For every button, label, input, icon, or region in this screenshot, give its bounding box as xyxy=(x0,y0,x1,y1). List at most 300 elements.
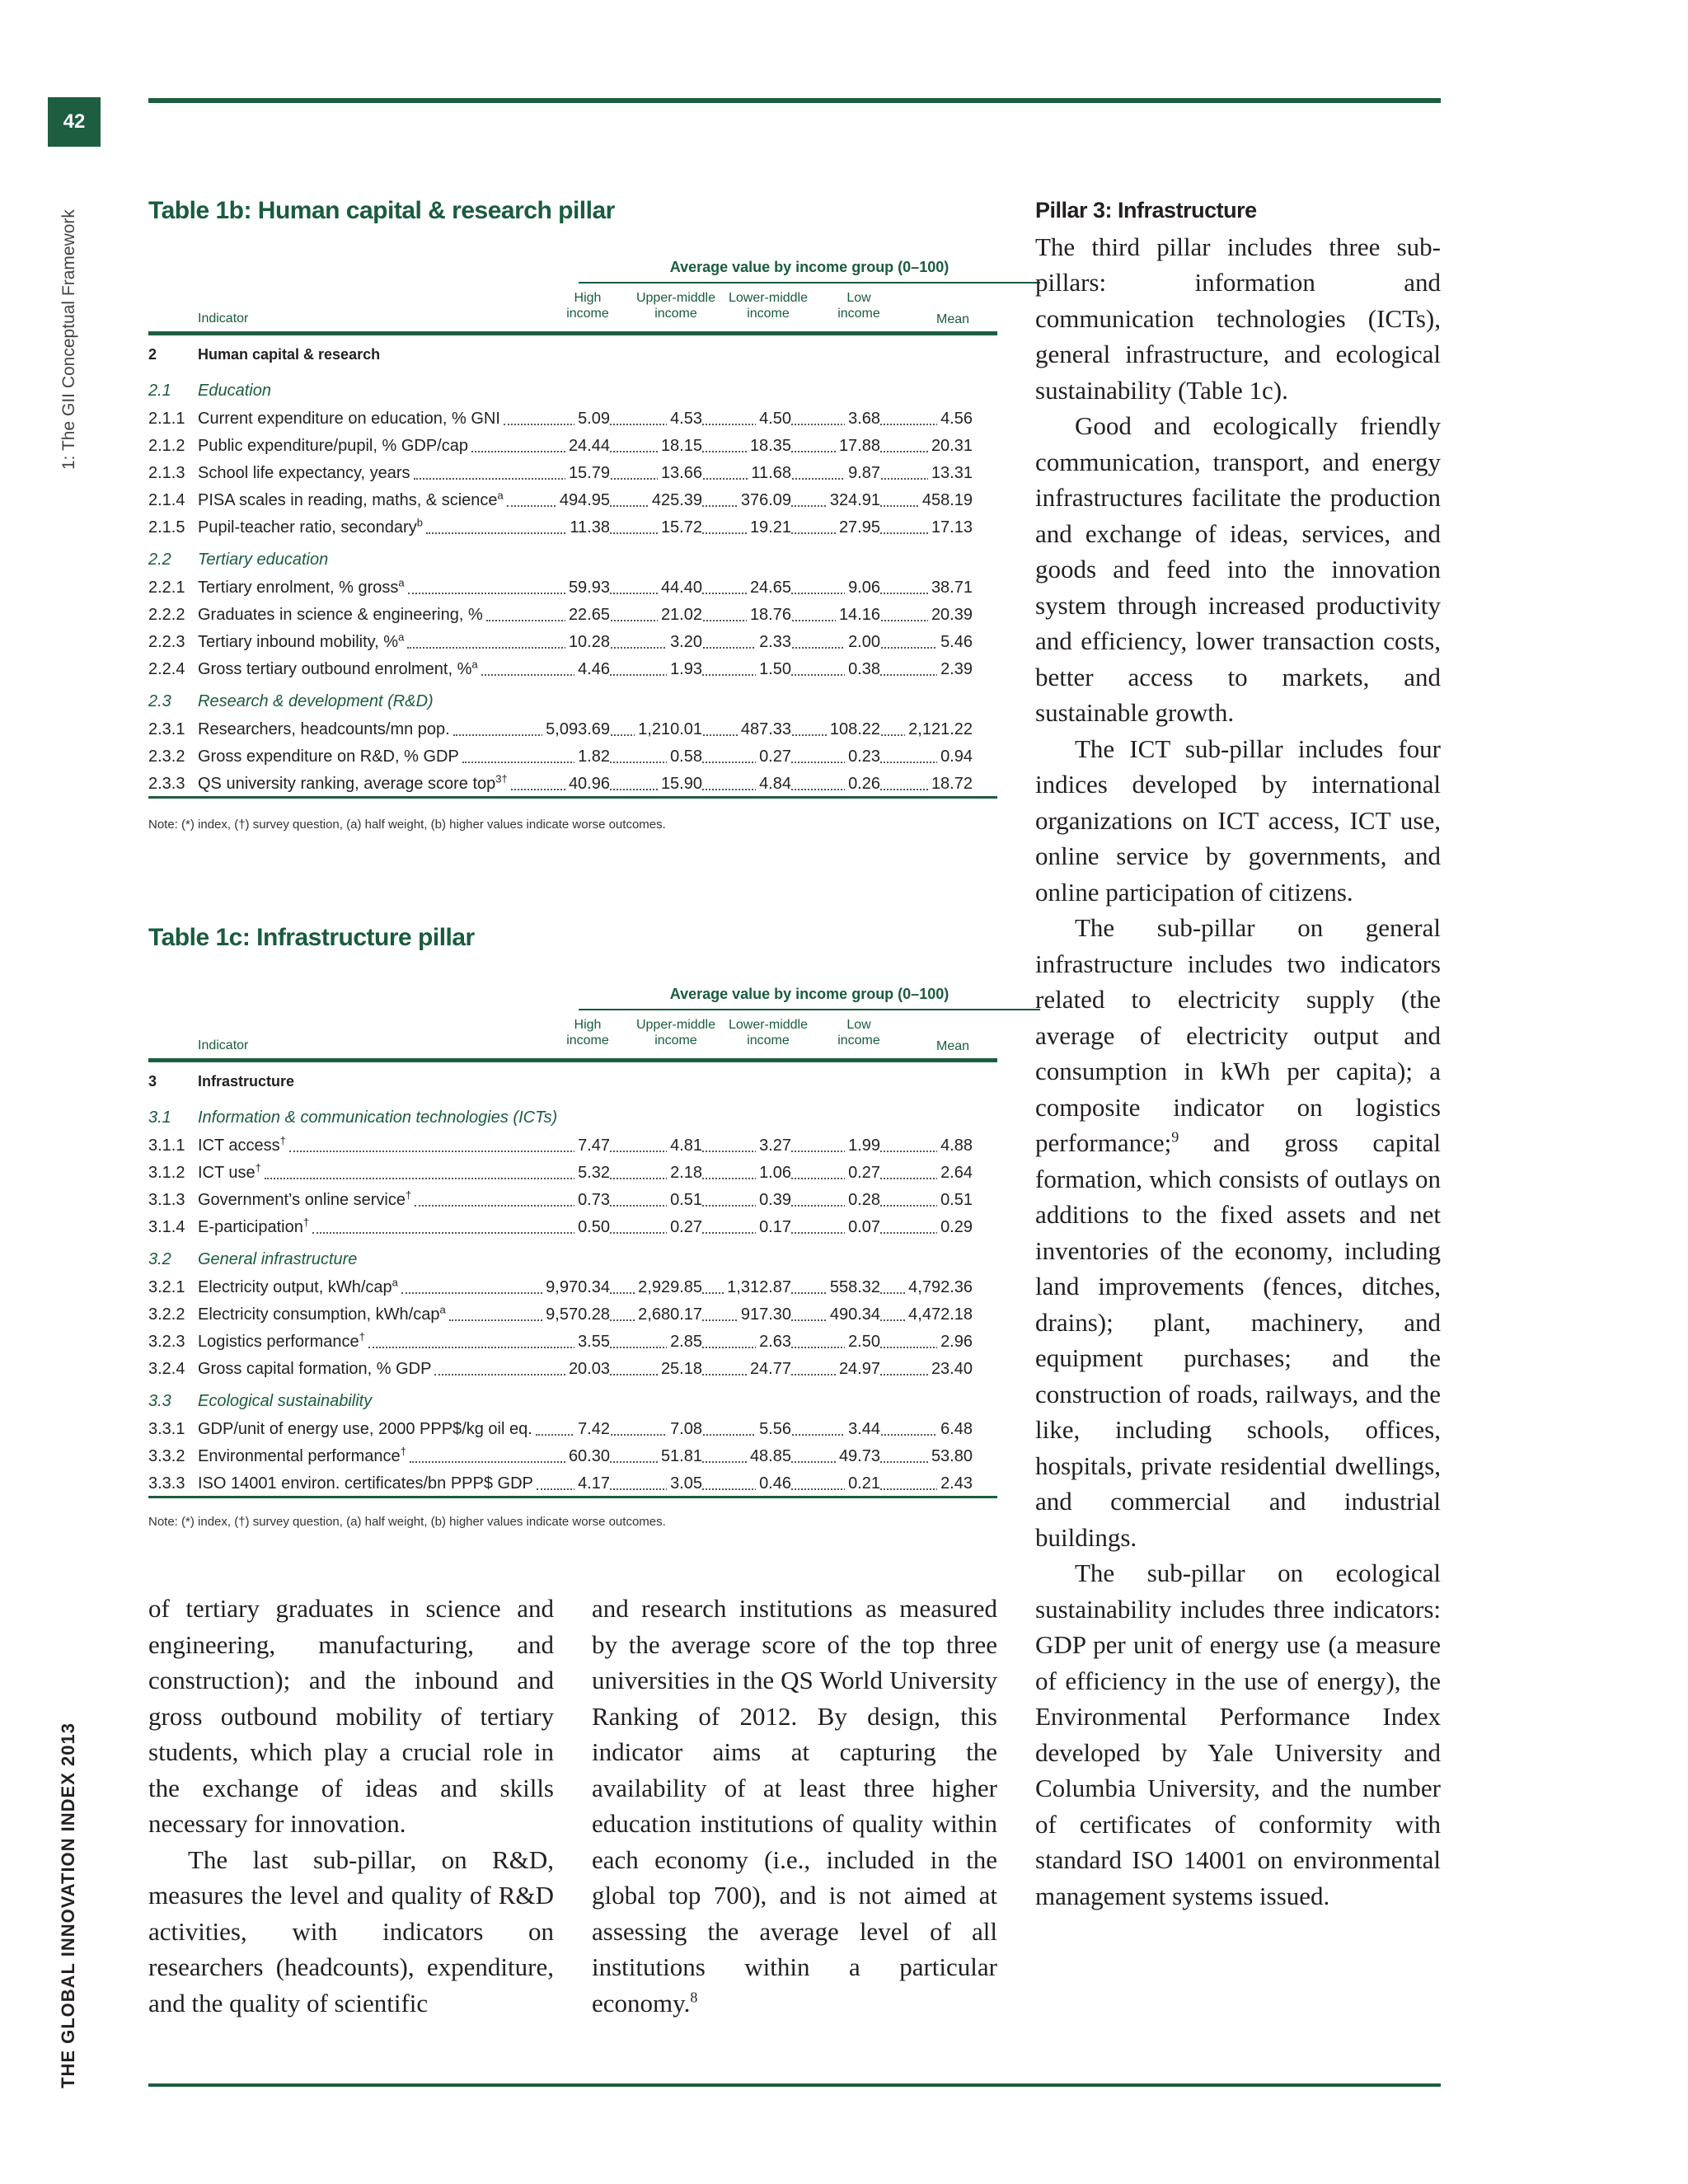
indicator-label xyxy=(198,1416,532,1442)
column-header-line: Low xyxy=(846,1018,871,1032)
cell-value: 4.17 xyxy=(574,1470,610,1497)
mean-value: 18.72 xyxy=(928,771,973,797)
cell-value: 15.72 xyxy=(658,514,702,541)
column-header xyxy=(538,290,637,321)
cell-value: 3.05 xyxy=(667,1470,702,1497)
cell-value: 0.38 xyxy=(845,656,880,682)
cell-value: 494.95 xyxy=(556,487,610,513)
column-header-line: income xyxy=(566,1033,609,1047)
cell-value: 2.63 xyxy=(756,1329,791,1355)
column-header xyxy=(626,1017,725,1048)
indicator-label xyxy=(198,1329,365,1355)
indicator-label xyxy=(198,1246,357,1272)
table-row xyxy=(148,771,997,797)
indicator-label-text: Ecological sustainability xyxy=(198,1392,373,1410)
indicator-label xyxy=(198,433,468,459)
cell-value: 2.85 xyxy=(667,1329,702,1355)
mean-value: 38.71 xyxy=(928,574,973,601)
indicator-label-text: QS university ranking, average score top xyxy=(198,775,496,793)
cell-value: 21.02 xyxy=(658,602,702,628)
indicator-label-text: Tertiary enrolment, % gross xyxy=(198,579,399,597)
indicator-label-text: Education xyxy=(198,382,271,400)
cell-value: 15.90 xyxy=(658,771,702,797)
table-note: Note: (*) index, (†) survey question, (a) half weight, (b) higher values indicate worse outcomes. xyxy=(148,818,666,832)
table-row xyxy=(148,487,997,513)
cell-value: 3.20 xyxy=(667,629,702,655)
column-header-line: income xyxy=(654,1033,697,1047)
cell-value: 0.21 xyxy=(845,1470,880,1497)
pillar-row xyxy=(148,1068,997,1094)
indicator-superscript: † xyxy=(255,1161,261,1174)
mean-value: 6.48 xyxy=(937,1416,973,1442)
paragraph: The third pillar includes three sub-pillars: information and communication technologies (ICTs), general infrastructure, and ecological sustainability (Table 1c). xyxy=(1035,232,1441,405)
table-note: Note: (*) index, (†) survey question, (a) half weight, (b) higher values indicate worse outcomes. xyxy=(148,1515,666,1529)
indicator-label xyxy=(198,1301,446,1328)
paragraph: The last sub-pillar, on R&D, measures the level and quality of R&D activities, with indicators on researchers (headcounts), expenditure, and the quality of scientific xyxy=(148,1844,554,2018)
table-row xyxy=(148,1443,997,1469)
cell-value: 324.91 xyxy=(827,487,880,513)
cell-value: 7.42 xyxy=(574,1416,610,1442)
indicator-label-text: General infrastructure xyxy=(198,1250,358,1268)
indicator-code: 2.1.1 xyxy=(148,410,185,428)
cell-value: 22.65 xyxy=(565,602,610,628)
group-header: Average value by income group (0–100) xyxy=(669,259,950,275)
report-label: THE GLOBAL INNOVATION INDEX 2013 xyxy=(58,1722,78,2088)
indicator-label-text: Electricity output, kWh/cap xyxy=(198,1278,392,1296)
indicator-label-text: Government’s online service xyxy=(198,1191,406,1209)
table-row xyxy=(148,1329,997,1355)
indicator-label-text: PISA scales in reading, maths, & science xyxy=(198,491,498,509)
indicator-code: 3.1.3 xyxy=(148,1191,185,1209)
column-header-line: Low xyxy=(846,291,871,305)
table-1b xyxy=(148,194,997,837)
indicator-code: 3.1 xyxy=(148,1108,171,1127)
cell-value: 2,929.85 xyxy=(635,1274,702,1301)
cell-value: 3.44 xyxy=(845,1416,880,1442)
indicator-label xyxy=(198,1388,372,1414)
cell-value: 0.51 xyxy=(667,1187,702,1213)
indicator-label xyxy=(198,1160,261,1186)
paragraph: The sub-pillar on ecological sustainability includes three indicators: GDP per unit of energy use (a measure of efficiency in the use of energy), the Environmental Performance Index developed by Yale University and Columbia University, and the number of certificates of conformity with standard ISO 14001 on environmental management systems issued. xyxy=(1035,1558,1441,1910)
indicator-superscript: a xyxy=(398,630,405,644)
column-header-line: High xyxy=(574,291,602,305)
indicator-label xyxy=(198,487,504,513)
indicator-label xyxy=(198,688,434,715)
cell-value: 558.32 xyxy=(827,1274,880,1301)
indicator-code: 3.2.1 xyxy=(148,1278,185,1296)
bottom-rule xyxy=(148,1496,997,1498)
cell-value: 7.08 xyxy=(667,1416,702,1442)
cell-value: 5.56 xyxy=(756,1416,791,1442)
indicator-label xyxy=(198,1214,309,1240)
cell-value: 10.28 xyxy=(565,629,610,655)
indicator-superscript: b xyxy=(416,516,423,529)
column-header-line: income xyxy=(837,1033,880,1047)
section-label: 1: The GII Conceptual Framework xyxy=(59,209,78,470)
column-header-line: Lower-middle xyxy=(728,291,809,305)
cell-value: 5.09 xyxy=(574,405,610,432)
indicator-header: Indicator xyxy=(198,1038,249,1052)
paragraph-text: and research institutions as measured by the average score of the top three universities in the QS World University Ranking of 2012. By design, this indicator aims at capturing the availability of at least three higher education institutions of quality within each economy (i.e., included in the global top 700), and is not aimed at assessing the average level of all institutions within a particular economy. xyxy=(592,1594,997,2018)
table-1c xyxy=(148,921,997,1548)
indicator-superscript: a xyxy=(392,1276,398,1289)
indicator-label-text: E-participation xyxy=(198,1218,303,1236)
indicator-label-text: Gross capital formation, % GDP xyxy=(198,1360,432,1378)
indicator-label-text: Human capital & research xyxy=(198,346,381,363)
cell-value: 0.28 xyxy=(845,1187,880,1213)
cell-value: 18.35 xyxy=(747,433,791,459)
table-row xyxy=(148,1301,997,1328)
indicator-superscript: † xyxy=(400,1445,406,1458)
indicator-code: 2.2.4 xyxy=(148,660,185,678)
cell-value: 60.30 xyxy=(565,1443,610,1469)
indicator-code: 2.3.1 xyxy=(148,720,185,738)
cell-value: 2.50 xyxy=(845,1329,880,1355)
indicator-superscript: † xyxy=(302,1216,310,1229)
cell-value: 2,680.17 xyxy=(635,1301,702,1328)
cell-value: 4.81 xyxy=(667,1132,702,1159)
group-rule xyxy=(579,1009,1040,1010)
cell-value: 5,093.69 xyxy=(542,716,610,743)
cell-value: 48.85 xyxy=(747,1443,791,1469)
mean-value: 5.46 xyxy=(937,629,973,655)
table-row xyxy=(148,1187,997,1213)
indicator-code: 3.1.4 xyxy=(148,1218,185,1236)
cell-value: 0.17 xyxy=(756,1214,791,1240)
indicator-code: 2.1.2 xyxy=(148,437,185,455)
cell-value: 108.22 xyxy=(827,716,880,743)
footnote-ref: 9 xyxy=(1171,1128,1179,1146)
column-header-line: income xyxy=(566,307,609,321)
indicator-code: 2.1 xyxy=(148,382,171,400)
cell-value: 4.46 xyxy=(574,656,610,682)
cell-value: 19.21 xyxy=(747,514,791,541)
mean-value: 2.43 xyxy=(937,1470,973,1497)
indicator-label xyxy=(198,743,459,770)
indicator-label-text: Current expenditure on education, % GNI xyxy=(198,410,500,428)
cell-value: 24.65 xyxy=(747,574,791,601)
dot-leader xyxy=(462,760,968,763)
indicator-label xyxy=(198,1132,286,1159)
column-header-line: Upper-middle xyxy=(635,1018,716,1032)
page-number: 42 xyxy=(48,97,101,147)
indicator-label xyxy=(198,1068,294,1094)
column-header-line: Lower-middle xyxy=(728,1018,809,1032)
subpillar-row xyxy=(148,1246,997,1272)
pillar-row xyxy=(148,341,997,368)
cell-value: 1,210.01 xyxy=(635,716,702,743)
cell-value: 24.44 xyxy=(565,433,610,459)
indicator-label-text: Gross expenditure on R&D, % GDP xyxy=(198,748,459,766)
cell-value: 0.26 xyxy=(845,771,880,797)
body-column-middle xyxy=(592,1591,997,2021)
mean-value: 0.29 xyxy=(937,1214,973,1240)
table-row xyxy=(148,1274,997,1301)
indicator-code: 3.2.2 xyxy=(148,1305,185,1324)
indicator-label-text: Researchers, headcounts/mn pop. xyxy=(198,720,450,738)
table-row xyxy=(148,1214,997,1240)
mean-value: 17.13 xyxy=(928,514,973,541)
indicator-label xyxy=(198,514,423,541)
cell-value: 15.79 xyxy=(565,460,610,486)
indicator-code: 2.3 xyxy=(148,692,171,710)
indicator-code: 3.1.1 xyxy=(148,1137,185,1155)
paragraph-text: and gross capital formation, which consists of outlays on additions to the fixed assets and net inventories of the economy, including land improvements (fences, ditches, drains); plant, machinery, and equipment purchases; and the construction of roads, railways, and the like, including schools, offices, hospitals, private residential dwellings, and commercial and industrial buildings. xyxy=(1035,1128,1441,1552)
dot-leader xyxy=(504,422,968,425)
subpillar-row xyxy=(148,1388,997,1414)
cell-value: 425.39 xyxy=(649,487,702,513)
indicator-code: 3.2.4 xyxy=(148,1360,185,1378)
cell-value: 24.77 xyxy=(747,1356,791,1382)
mean-value: 0.51 xyxy=(937,1187,973,1213)
indicator-label xyxy=(198,602,483,628)
cell-value: 40.96 xyxy=(565,771,610,797)
cell-value: 0.58 xyxy=(667,743,702,770)
dot-leader xyxy=(486,618,968,621)
indicator-label xyxy=(198,1274,398,1301)
indicator-label xyxy=(198,405,500,432)
indicator-label xyxy=(198,1104,557,1131)
paragraph xyxy=(1035,910,1441,1555)
indicator-superscript: a xyxy=(398,576,405,589)
mean-value: 20.39 xyxy=(928,602,973,628)
indicator-code: 2.2.3 xyxy=(148,633,185,651)
indicator-code: 2.2 xyxy=(148,551,171,569)
indicator-label xyxy=(198,460,410,486)
cell-value: 4.50 xyxy=(756,405,791,432)
indicator-code: 3.3 xyxy=(148,1392,171,1410)
mean-value: 4,792.36 xyxy=(905,1274,973,1301)
indicator-label-text: Research & development (R&D) xyxy=(198,692,434,710)
mean-value: 23.40 xyxy=(928,1356,973,1382)
cell-value: 18.76 xyxy=(747,602,791,628)
header-rule xyxy=(148,331,997,335)
indicator-label xyxy=(198,629,404,655)
cell-value: 0.73 xyxy=(574,1187,610,1213)
cell-value: 0.27 xyxy=(756,743,791,770)
cell-value: 13.66 xyxy=(658,460,702,486)
indicator-label-text: Gross tertiary outbound enrolment, % xyxy=(198,660,472,678)
cell-value: 490.34 xyxy=(827,1301,880,1328)
column-header-line: High xyxy=(574,1018,602,1032)
indicator-label-text: Infrastructure xyxy=(198,1073,295,1090)
cell-value: 0.27 xyxy=(667,1214,702,1240)
indicator-label xyxy=(198,546,328,573)
indicator-code: 3.2 xyxy=(148,1250,171,1268)
table-row xyxy=(148,574,997,601)
indicator-header: Indicator xyxy=(198,312,249,326)
bottom-rule xyxy=(148,796,997,799)
body-column-right xyxy=(1035,193,1441,1914)
cell-value: 9.06 xyxy=(845,574,880,601)
cell-value: 3.68 xyxy=(845,405,880,432)
indicator-label-text: ISO 14001 environ. certificates/bn PPP$ GDP xyxy=(198,1474,533,1493)
indicator-code: 3.2.3 xyxy=(148,1333,185,1351)
cell-value: 17.88 xyxy=(836,433,880,459)
column-header xyxy=(719,1017,818,1048)
cell-value: 59.93 xyxy=(565,574,610,601)
indicator-code: 3 xyxy=(148,1073,157,1090)
cell-value: 2.33 xyxy=(756,629,791,655)
column-header xyxy=(809,1017,908,1048)
cell-value: 0.07 xyxy=(845,1214,880,1240)
table-title: Table 1b: Human capital & research pillar xyxy=(148,197,615,224)
cell-value: 18.15 xyxy=(658,433,702,459)
cell-value: 3.27 xyxy=(756,1132,791,1159)
indicator-code: 2.1.4 xyxy=(148,491,185,509)
mean-value: 0.94 xyxy=(937,743,973,770)
table-title: Table 1c: Infrastructure pillar xyxy=(148,924,475,951)
section-heading: Pillar 3: Infrastructure xyxy=(1035,198,1257,223)
indicator-label-text: Tertiary education xyxy=(198,551,329,569)
column-header-line: income xyxy=(837,307,880,321)
cell-value: 7.47 xyxy=(574,1132,610,1159)
indicator-superscript: a xyxy=(497,489,504,502)
subpillar-row xyxy=(148,377,997,404)
indicator-label-text: ICT access xyxy=(198,1137,280,1155)
column-header xyxy=(538,1017,637,1048)
indicator-label-text: Information & communication technologies (ICTs) xyxy=(198,1108,558,1127)
subpillar-row xyxy=(148,688,997,715)
top-rule xyxy=(148,98,1441,103)
table-row xyxy=(148,514,997,541)
group-header: Average value by income group (0–100) xyxy=(669,986,950,1002)
paragraph: of tertiary graduates in science and engineering, manufacturing, and construction); and the inbound and gross outbound mobility of tertiary students, which play a crucial role in the exchange of ideas and skills necessary for innovation. xyxy=(148,1594,554,1838)
indicator-code: 3.3.1 xyxy=(148,1420,185,1438)
cell-value: 11.68 xyxy=(748,460,791,486)
cell-value: 1.06 xyxy=(756,1160,791,1186)
cell-value: 376.09 xyxy=(738,487,791,513)
mean-value: 2,121.22 xyxy=(905,716,973,743)
indicator-code: 2.1.5 xyxy=(148,518,185,537)
indicator-code: 2.3.3 xyxy=(148,775,185,793)
cell-value: 1.93 xyxy=(667,656,702,682)
cell-value: 1.50 xyxy=(756,656,791,682)
mean-value: 2.96 xyxy=(937,1329,973,1355)
group-rule xyxy=(579,282,1040,284)
cell-value: 9.87 xyxy=(845,460,880,486)
mean-value: 13.31 xyxy=(928,460,973,486)
column-header-line: income xyxy=(747,307,790,321)
indicator-label-text: Tertiary inbound mobility, % xyxy=(198,633,399,651)
cell-value: 0.46 xyxy=(756,1470,791,1497)
cell-value: 5.32 xyxy=(574,1160,610,1186)
indicator-code: 2.2.2 xyxy=(148,606,185,624)
mean-value: 20.31 xyxy=(928,433,973,459)
table-row xyxy=(148,1356,997,1382)
cell-value: 9,970.34 xyxy=(542,1274,610,1301)
table-row xyxy=(148,405,997,432)
indicator-label-text: GDP/unit of energy use, 2000 PPP$/kg oil eq. xyxy=(198,1420,532,1438)
column-header-mean: Mean xyxy=(935,1039,970,1053)
cell-value: 2.18 xyxy=(667,1160,702,1186)
cell-value: 0.27 xyxy=(845,1160,880,1186)
cell-value: 25.18 xyxy=(658,1356,702,1382)
indicator-label xyxy=(198,771,508,797)
indicator-label xyxy=(198,1470,533,1497)
cell-value: 14.16 xyxy=(836,602,880,628)
cell-value: 0.23 xyxy=(845,743,880,770)
cell-value: 49.73 xyxy=(836,1443,880,1469)
column-header-line: income xyxy=(654,307,697,321)
table-row xyxy=(148,1160,997,1186)
indicator-label-text: School life expectancy, years xyxy=(198,464,410,482)
paragraph: Good and ecologically friendly communication, transport, and energy infrastructures facilitate the production and exchange of ideas, services, and goods and feed into the innovation system through increased productivity and efficiency, lower transaction costs, better access to markets, and sustainable growth. xyxy=(1035,411,1441,727)
indicator-superscript: † xyxy=(279,1134,286,1147)
cell-value: 9,570.28 xyxy=(542,1301,610,1328)
indicator-code: 2.1.3 xyxy=(148,464,185,482)
indicator-label xyxy=(198,341,380,368)
indicator-code: 3.3.2 xyxy=(148,1447,185,1465)
dot-leader xyxy=(481,673,968,676)
cell-value: 0.39 xyxy=(756,1187,791,1213)
cell-value: 27.95 xyxy=(836,514,880,541)
indicator-label xyxy=(198,1187,411,1213)
cell-value: 1.99 xyxy=(845,1132,880,1159)
cell-value: 4.84 xyxy=(756,771,791,797)
cell-value: 44.40 xyxy=(658,574,702,601)
indicator-label xyxy=(198,1443,406,1469)
mean-value: 458.19 xyxy=(919,487,973,513)
indicator-label xyxy=(198,574,405,601)
cell-value: 51.81 xyxy=(658,1443,702,1469)
indicator-label-text: Pupil-teacher ratio, secondary xyxy=(198,518,417,537)
header-rule xyxy=(148,1058,997,1062)
column-header xyxy=(626,290,725,321)
indicator-label-text: Electricity consumption, kWh/cap xyxy=(198,1305,440,1324)
mean-value: 4,472.18 xyxy=(905,1301,973,1328)
cell-value: 20.03 xyxy=(565,1356,610,1382)
indicator-label-text: Logistics performance xyxy=(198,1333,359,1351)
table-row xyxy=(148,460,997,486)
body-column-left xyxy=(148,1591,554,2021)
cell-value: 11.38 xyxy=(566,514,610,541)
indicator-superscript: 3† xyxy=(495,772,508,785)
indicator-superscript: † xyxy=(359,1330,365,1343)
mean-value: 2.39 xyxy=(937,656,973,682)
indicator-code: 2.3.2 xyxy=(148,748,185,766)
table-row xyxy=(148,1132,997,1159)
column-header xyxy=(809,290,908,321)
indicator-label-text: Graduates in science & engineering, % xyxy=(198,606,483,624)
column-header xyxy=(719,290,818,321)
bottom-rule xyxy=(148,2083,1441,2087)
table-row xyxy=(148,716,997,743)
table-row xyxy=(148,629,997,655)
indicator-code: 2 xyxy=(148,346,157,363)
paragraph xyxy=(592,1591,997,2021)
indicator-label-text: Public expenditure/pupil, % GDP/cap xyxy=(198,437,468,455)
cell-value: 1.82 xyxy=(574,743,610,770)
cell-value: 917.30 xyxy=(738,1301,791,1328)
table-row xyxy=(148,743,997,770)
cell-value: 2.00 xyxy=(845,629,880,655)
paragraph-text: The sub-pillar on general infrastructure includes two indicators related to electricity supply (the average of electricity output and consumption in kWh per capita); a composite indicator on logistics performance; xyxy=(1035,913,1441,1157)
column-header-mean: Mean xyxy=(935,312,970,326)
indicator-superscript: a xyxy=(471,658,478,671)
column-header-line: income xyxy=(747,1033,790,1047)
cell-value: 4.53 xyxy=(667,405,702,432)
cell-value: 1,312.87 xyxy=(724,1274,791,1301)
table-row xyxy=(148,656,997,682)
indicator-code: 3.1.2 xyxy=(148,1164,185,1182)
indicator-code: 3.3.3 xyxy=(148,1474,185,1493)
table-row xyxy=(148,1470,997,1497)
cell-value: 0.50 xyxy=(574,1214,610,1240)
indicator-label-text: Environmental performance xyxy=(198,1447,401,1465)
subpillar-row xyxy=(148,1104,997,1131)
cell-value: 487.33 xyxy=(738,716,791,743)
